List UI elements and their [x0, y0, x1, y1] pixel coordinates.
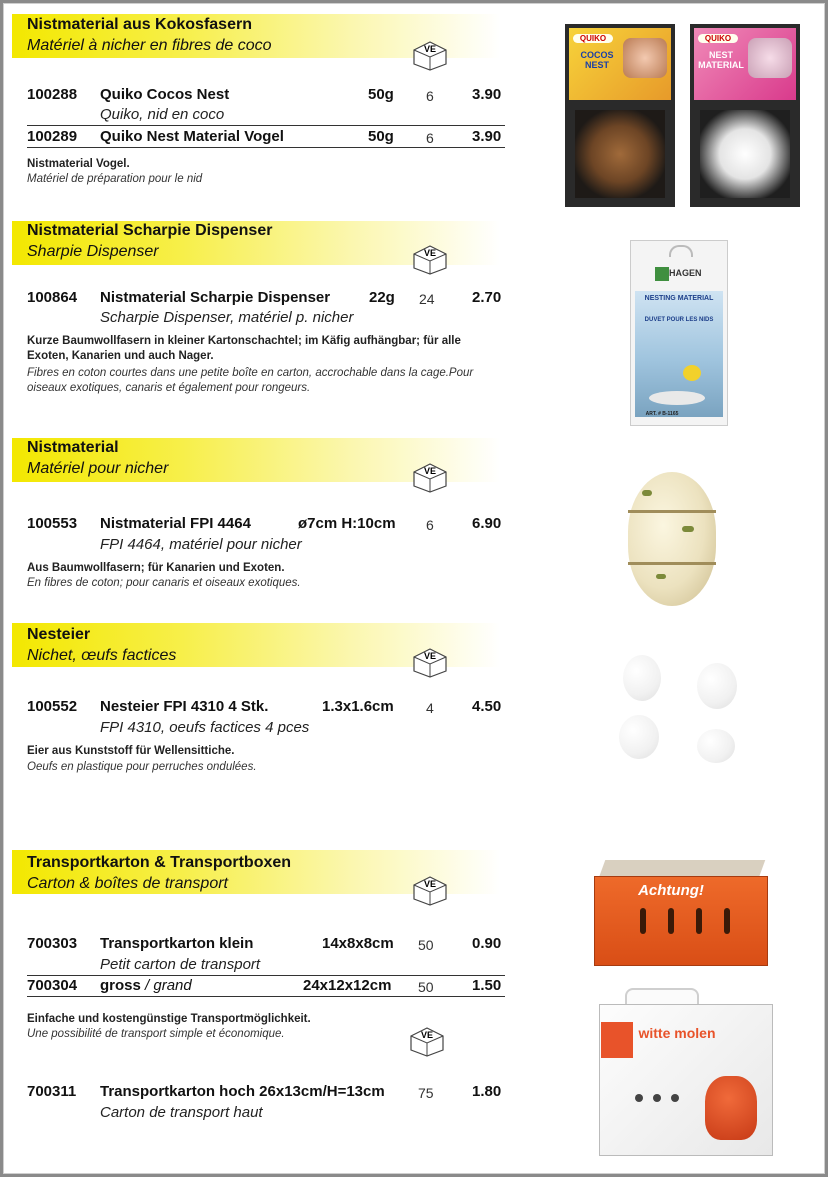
description-de: Nistmaterial Vogel. — [27, 158, 130, 170]
divider — [27, 996, 505, 997]
item-subtitle: Carton de transport haut — [100, 1104, 263, 1121]
description-de: Aus Baumwollfasern; für Kanarien und Exoten. — [27, 562, 285, 574]
fake-eggs-image — [615, 645, 755, 765]
description-de: Kurze Baumwollfasern in kleiner Kartonschachtel; im Käfig aufhängbar; für alle Exoten, Kanarien und auch Nager. — [27, 335, 461, 362]
description-fr: Fibres en coton courtes dans une petite boîte en carton, accrochable dans la cage.Pour oiseaux exotiques, canaris et également pour rongeurs. — [27, 367, 474, 394]
item-ve: 4 — [426, 700, 434, 716]
description-de: Einfache und kostengünstige Transportmöglichkeit. — [27, 1013, 311, 1025]
section-title-fr: Matériel à nicher en fibres de coco — [27, 37, 272, 54]
nest-barrel-image — [622, 470, 722, 610]
item-name: Nesteier FPI 4310 4 Stk. — [100, 698, 269, 715]
svg-text:VE: VE — [420, 1030, 434, 1040]
section-title-fr: Nichet, œufs factices — [27, 647, 177, 664]
ve-box-icon — [407, 1022, 447, 1058]
transport-box-tall-image: witte molen — [595, 986, 775, 1158]
item-code: 100864 — [27, 289, 78, 306]
section-title-de: Nistmaterial Scharpie Dispenser — [27, 222, 273, 239]
item-name: Quiko Nest Material Vogel — [100, 128, 284, 145]
svg-text:VE: VE — [423, 879, 437, 889]
item-ve: 6 — [426, 130, 434, 146]
item-subtitle: FPI 4464, matériel pour nicher — [100, 536, 302, 553]
item-code: 700303 — [27, 935, 78, 952]
item-subtitle: Petit carton de transport — [100, 956, 261, 973]
item-size: ø7cm H:10cm — [298, 515, 396, 532]
description-fr: Matériel de préparation pour le nid — [27, 173, 203, 185]
section-title-fr: Matériel pour nicher — [27, 460, 169, 477]
ve-box-icon — [410, 643, 450, 679]
svg-text:VE: VE — [423, 248, 437, 258]
ve-box-icon — [410, 458, 450, 494]
divider — [27, 975, 505, 976]
description-fr: Oeufs en plastique pour perruches ondulées. — [27, 761, 257, 773]
section-title-fr: Carton & boîtes de transport — [27, 875, 228, 892]
divider — [27, 125, 505, 126]
section-title-de: Nistmaterial — [27, 439, 119, 456]
item-price: 0.90 — [472, 935, 502, 952]
item-code: 100553 — [27, 515, 78, 532]
section-title-de: Transportkarton & Transportboxen — [27, 854, 292, 871]
item-ve: 6 — [426, 88, 434, 104]
item-name: gross / grand — [100, 977, 192, 994]
item-code: 100552 — [27, 698, 78, 715]
item-size: 22g — [369, 289, 395, 306]
item-ve: 50 — [418, 979, 434, 995]
item-subtitle: Scharpie Dispenser, matériel p. nicher — [100, 309, 354, 326]
section-title-de: Nistmaterial aus Kokosfasern — [27, 16, 252, 33]
svg-text:VE: VE — [423, 466, 437, 476]
item-ve: 6 — [426, 517, 434, 533]
item-subtitle: FPI 4310, oeufs factices 4 pces — [100, 719, 310, 736]
item-code: 700304 — [27, 977, 78, 994]
item-size: 50g — [368, 128, 394, 145]
item-code: 100289 — [27, 128, 78, 145]
item-code: 100288 — [27, 86, 78, 103]
svg-text:VE: VE — [423, 651, 437, 661]
quiko-nest-material-image: QUIKO NEST MATERIAL — [690, 24, 800, 207]
item-name: Nistmaterial Scharpie Dispenser — [100, 289, 331, 306]
ve-box-icon — [410, 36, 450, 72]
item-price: 3.90 — [472, 86, 502, 103]
item-name: Transportkarton klein — [100, 935, 254, 952]
item-price: 4.50 — [472, 698, 502, 715]
section-title-de: Nesteier — [27, 626, 91, 643]
item-price: 1.50 — [472, 977, 502, 994]
item-subtitle: Quiko, nid en coco — [100, 106, 225, 123]
transport-box-small-image: Achtung! — [594, 858, 770, 968]
item-code: 700311 — [27, 1083, 77, 1100]
item-name: Nistmaterial FPI 4464 — [100, 515, 251, 532]
item-price: 2.70 — [472, 289, 502, 306]
item-size: 24x12x12cm — [303, 977, 392, 994]
item-name: Transportkarton hoch 26x13cm/H=13cm — [100, 1083, 385, 1100]
hagen-dispenser-image: HAGEN NESTING MATERIAL DUVET POUR LES NIDS ART. # B-1165 — [630, 240, 728, 426]
svg-text:VE: VE — [423, 44, 437, 54]
ve-box-icon — [410, 871, 450, 907]
item-ve: 75 — [418, 1085, 434, 1101]
item-price: 3.90 — [472, 128, 502, 145]
divider — [27, 147, 505, 148]
item-ve: 50 — [418, 937, 434, 953]
ve-box-icon — [410, 240, 450, 276]
item-size: 1.3x1.6cm — [322, 698, 394, 715]
quiko-cocos-nest-image: QUIKO COCOS NEST — [565, 24, 675, 207]
description-fr: En fibres de coton; pour canaris et oiseaux exotiques. — [27, 577, 301, 589]
section-title-fr: Sharpie Dispenser — [27, 243, 159, 260]
item-size: 50g — [368, 86, 394, 103]
item-price: 6.90 — [472, 515, 502, 532]
item-ve: 24 — [419, 291, 435, 307]
description-fr: Une possibilité de transport simple et économique. — [27, 1028, 285, 1040]
description-de: Eier aus Kunststoff für Wellensittiche. — [27, 745, 235, 757]
item-name: Quiko Cocos Nest — [100, 86, 230, 103]
item-price: 1.80 — [472, 1083, 502, 1100]
item-size: 14x8x8cm — [322, 935, 394, 952]
